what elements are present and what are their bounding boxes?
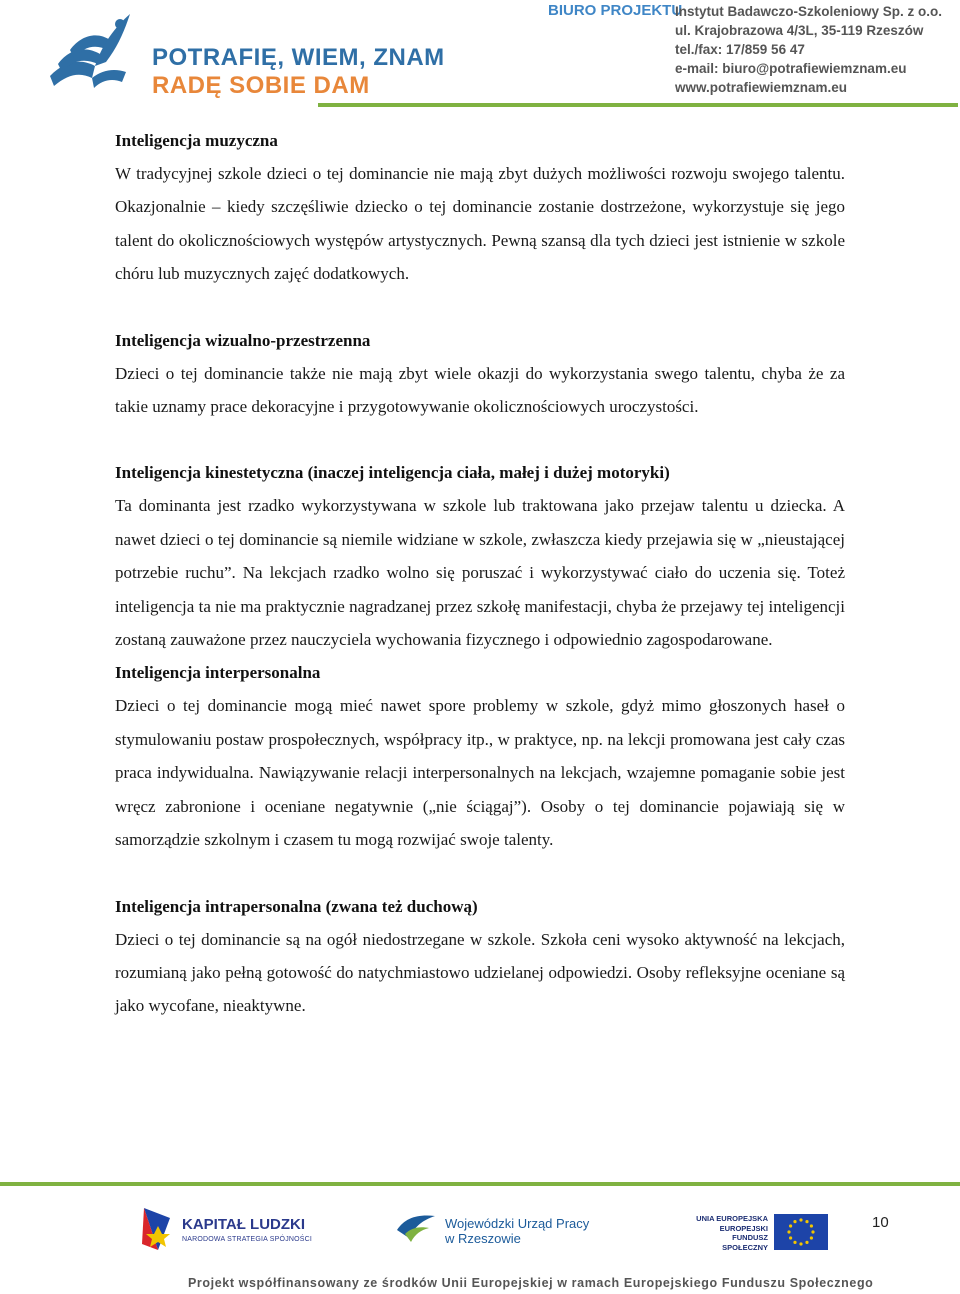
- kapital-ludzki-subtitle: NARODOWA STRATEGIA SPÓJNOŚCI: [182, 1236, 313, 1243]
- contact-phone: tel./fax: 17/859 56 47: [675, 42, 805, 57]
- contact-block: [675, 2, 942, 97]
- section-musical: [115, 124, 845, 291]
- eu-text: [688, 1214, 768, 1252]
- eu-line-2: EUROPEJSKI: [719, 1223, 768, 1233]
- section-heading: Inteligencja wizualno-przestrzenna: [115, 330, 371, 350]
- funding-note: Projekt współfinansowany ze środków Unii Europejskiej w ramach Europejskiego Funduszu Społecznego: [188, 1276, 874, 1290]
- section-heading: Inteligencja interpersonalna: [115, 663, 321, 683]
- section-visual-spatial: [115, 324, 845, 424]
- page-number: 10: [872, 1214, 889, 1231]
- logo-line-1: POTRAFIĘ, WIEM, ZNAM: [152, 44, 445, 71]
- section-paragraph: Ta dominanta jest rzadko wykorzystywana w szkole lub traktowana jako przejaw talentu u dziecka. A nawet dzieci o tej dominancie są niemile widziane w szkole, zwłaszcza kiedy przejawia się w „nieustającej potrzebie ruchu”. Na lekcjach rzadko wolno się poruszać i wykorzystywać ciało do uczenia się. Toteż inteligencja ta nie ma praktycznie nagradzanej przez szkołę manifestacji, chyba że przejawy tej inteligencji zostaną zauważone przez nauczyciela wychowania fizycznego i odpowiednio zagospodarowane.: [115, 496, 845, 650]
- project-office-label: BIURO PROJEKTU: [548, 2, 683, 19]
- eu-line-3: FUNDUSZ SPOŁECZNY: [722, 1233, 768, 1252]
- section-paragraph: Dzieci o tej dominancie mogą mieć nawet spore problemy w szkole, gdyż mimo głoszonych haseł o stymulowaniu postaw prospołecznych, współpracy itp., w praktyce, np. na lekcji promowana jest cały czas praca indywidualna. Nawiązywanie relacji interpersonalnych na lekcjach, wzajemne pomaganie sobie jest wręcz zabronione i oceniane negatywnie („nie ściągaj”). Osoby o tej dominancie pojawiają się w samorządzie szkolnym i czasem tu mogą rozwijać swoje talenty.: [115, 696, 845, 850]
- logo-line-2: RADĘ SOBIE DAM: [152, 72, 370, 99]
- eu-flag-icon: [774, 1214, 828, 1250]
- kapital-ludzki-logo: [140, 1204, 313, 1259]
- section-interpersonal: [115, 656, 845, 856]
- contact-institute: Instytut Badawczo-Szkoleniowy Sp. z o.o.: [675, 4, 943, 19]
- section-heading: Inteligencja intrapersonalna (zwana też duchową): [115, 896, 478, 916]
- document-body: [115, 124, 845, 1023]
- kapital-ludzki-title: KAPITAŁ LUDZKI: [182, 1216, 306, 1233]
- section-paragraph: W tradycyjnej szkole dzieci o tej dominancie nie mają zbyt dużych możliwości rozwoju swojego talentu. Okazjonalnie – kiedy szczęśliwie dziecko o tej dominancie zostanie dostrzeżone, wykorzystuje się jego talent do okolicznościowych występów artystycznych. Pewną szansą dla tych dzieci jest istnienie w szkole chóru lub muzycznych zajęć dodatkowych.: [115, 164, 845, 284]
- wup-line-1: Wojewódzki Urząd Pracy: [445, 1216, 590, 1231]
- wup-logo: [395, 1210, 590, 1249]
- contact-email[interactable]: e-mail: biuro@potrafiewiemznam.eu: [675, 61, 907, 76]
- wup-line-2: w Rzeszowie: [445, 1231, 521, 1246]
- section-paragraph: Dzieci o tej dominancie są na ogół niedostrzegane w szkole. Szkoła ceni wysoko aktywność na lekcjach, rozumianą jako pełną gotowość do natychmiastowo udzielanej odpowiedzi. Osoby refleksyjne oceniane są jako wycofane, nieaktywne.: [115, 929, 845, 1016]
- eu-line-1: UNIA EUROPEJSKA: [696, 1214, 768, 1223]
- footer-rule: [0, 1182, 960, 1186]
- contact-website[interactable]: www.potrafiewiemznam.eu: [675, 80, 848, 95]
- project-logo-text: [152, 44, 445, 100]
- wup-name: [445, 1216, 589, 1246]
- wup-bird-icon: [395, 1210, 439, 1244]
- section-intrapersonal: [115, 890, 845, 1023]
- section-paragraph: Dzieci o tej dominancie także nie mają zbyt wiele okazji do wykorzystania swego talentu, chyba że za takie uznamy prace dekoracyjne i przygotowywanie okolicznościowych uroczystości.: [115, 363, 845, 417]
- section-heading: Inteligencja muzyczna: [115, 131, 278, 150]
- contact-address: ul. Krajobrazowa 4/3L, 35-119 Rzeszów: [675, 23, 924, 38]
- section-heading: Inteligencja kinestetyczna (inaczej inteligencja ciała, małej i dużej motoryki): [115, 463, 670, 483]
- book-bird-logo-icon: [40, 6, 140, 106]
- page-header: [0, 0, 960, 110]
- section-kinesthetic: [115, 456, 845, 656]
- kapital-ludzki-star-icon: [140, 1204, 176, 1254]
- header-rule: [318, 103, 958, 107]
